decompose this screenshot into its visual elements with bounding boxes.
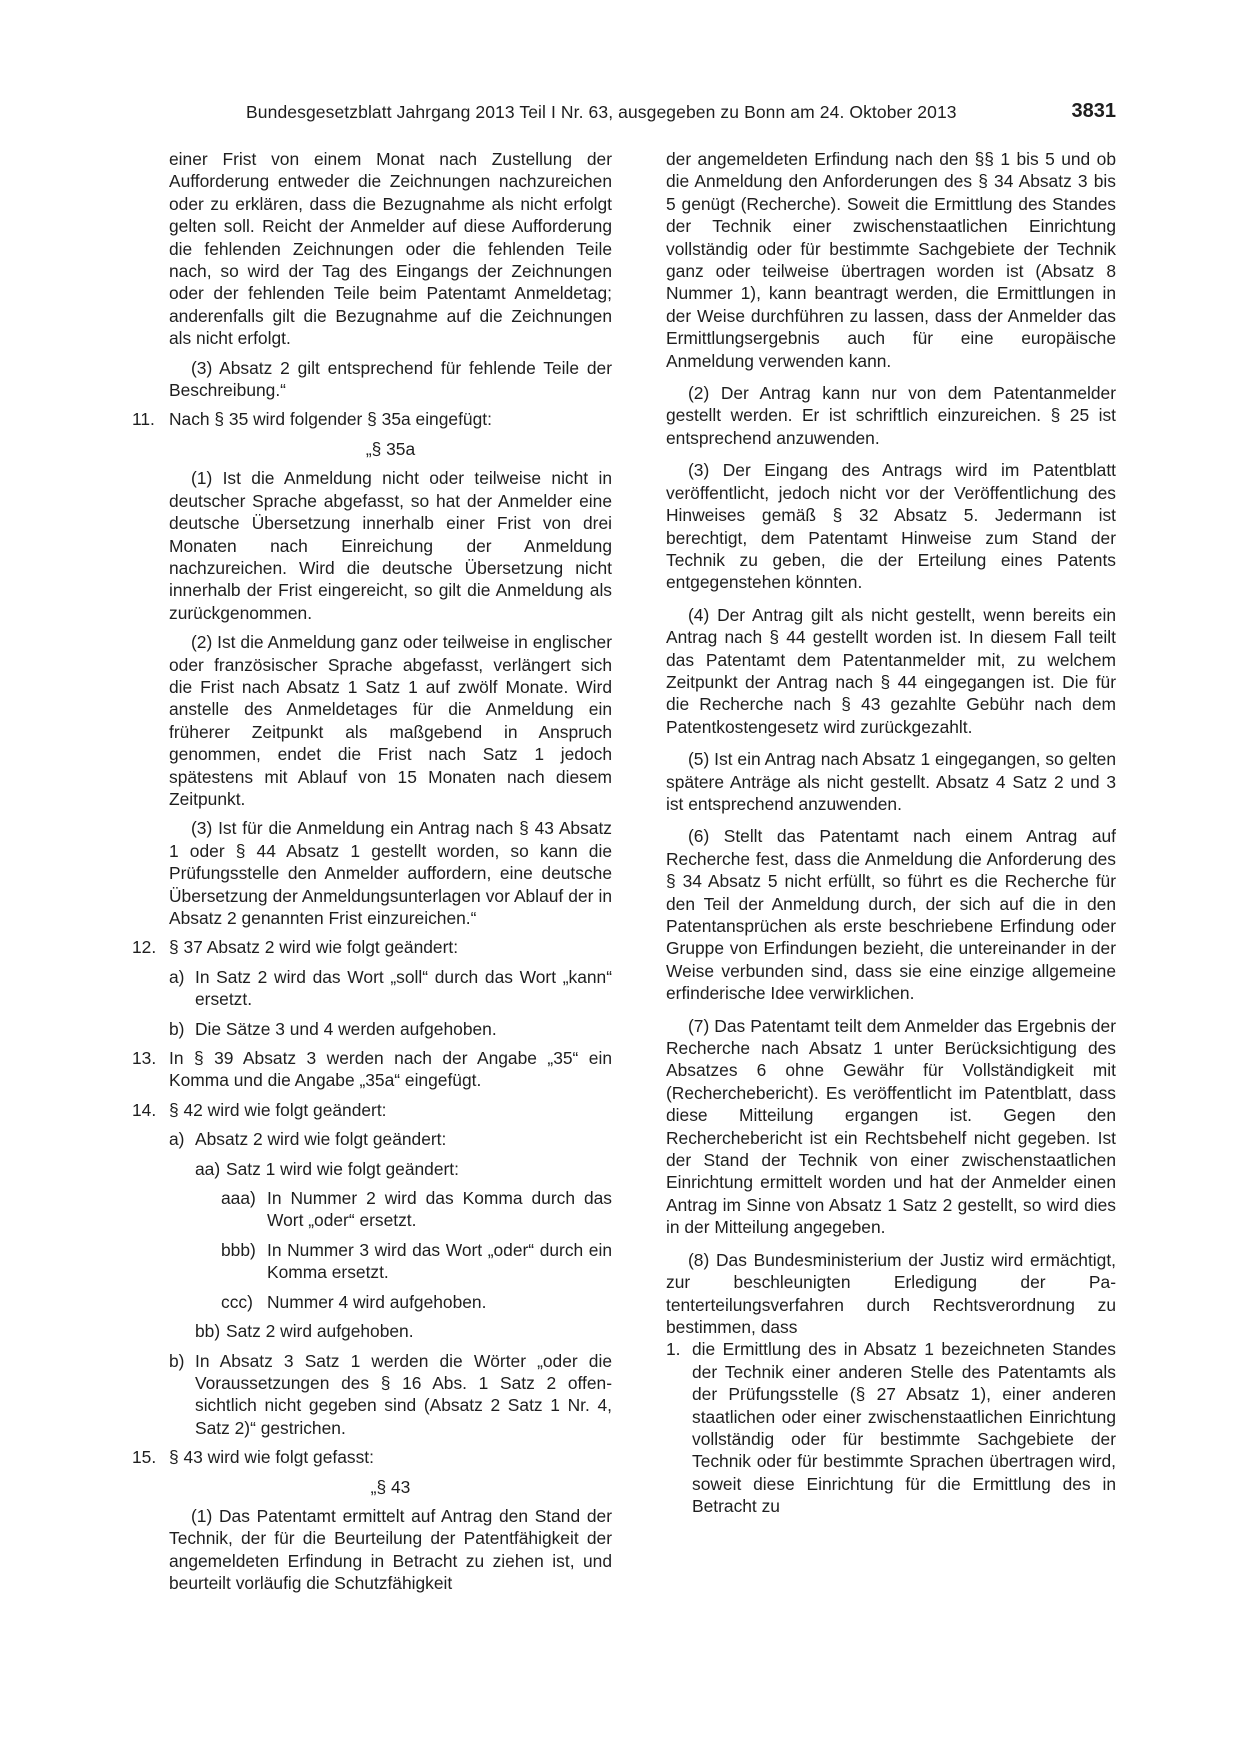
paragraph: (1) Ist die Anmeldung nicht oder teilweise nicht in deutscher Sprache abgefasst, so hat der Anmelder eine deutsche Übersetzung innerhalb einer Frist von drei Monaten nach Einreichung der Anmeldung nachzureichen. Wird die deutsche Übersetzung nicht innerhalb der Frist eingereicht, so gilt die Anmeldung als zurückgenommen.: [169, 468, 612, 623]
paragraph: (8) Das Bundesministerium der Justiz wird ermächtigt, zur beschleunigten Erledigung der Patenterteilungsverfahren durch Rechtsverordnung zu bestimmen, dass: [666, 1249, 1116, 1337]
list-item-14bbb: [132, 1239, 612, 1284]
section-title: „§ 35a: [365, 438, 416, 459]
item-text: In § 39 Absatz 3 werden nach der Angabe „35“ ein Komma und die Angabe „35a“ eingefügt.: [169, 1048, 612, 1091]
paragraph: (1) Das Patentamt ermittelt auf Antrag den Stand der Technik, der für die Beurteilung der Patentfähigkeit der angemeldeten Erfindung in Betracht zu ziehen ist, und beurteilt vorläufig die Schutzfähigkeit: [169, 1505, 612, 1594]
item-number: b): [169, 1350, 185, 1371]
paragraph: der angemeldeten Erfindung nach den §§ 1 bis 5 und ob die Anmeldung den Anforderungen des § 34 Absatz 3 bis 5 genügt (Recherche). Soweit die Ermittlung des Standes der Technik einer zwischenstaatlichen Einrichtung vollständig oder für bestimmte Sachgebiete der Technik ganz oder teilweise übertragen worden ist (Absatz 8 Nummer 1), kann beantragt werden, die Ermittlungen in der Weise durchführen zu lassen, dass der Anmelder das Ermittlungsergebnis auch für eine europäische Anmeldung verwenden kann.: [666, 149, 1116, 371]
item-text: Absatz 2 wird wie folgt geändert:: [195, 1129, 447, 1150]
paragraph: (5) Ist ein Antrag nach Absatz 1 eingegangen, so gelten spätere Anträge als nicht gestellt. Absatz 4 Satz 2 und 3 ist entsprechend anzuwenden.: [666, 749, 1116, 814]
item-text: In Absatz 3 Satz 1 werden die Wörter „oder die Voraussetzungen des § 16 Abs. 1 Satz 2 offensichtlich nicht gegeben sind (Absatz 2 Satz 1 Nr. 4, Satz 2)“ gestrichen.: [195, 1350, 612, 1438]
list-item-1: [666, 1338, 1116, 1517]
right-column: [666, 148, 1116, 1518]
item-number: bbb): [221, 1239, 256, 1260]
paragraph: (2) Ist die Anmeldung ganz oder teilweise in englischer oder französischer Sprache abgefasst, verlängert sich die Frist nach Absatz 1 Satz 1 auf zwölf Monate. Wird anstelle des Anmeldetages für die Anmeldung ein früherer Zeitpunkt als maßgebend in Anspruch genommen, endet die Frist nach Satz 1 jedoch spätestens mit Ablauf von 15 Monaten nach diesem Zeitpunkt.: [169, 632, 612, 809]
item-number: 12.: [132, 937, 157, 958]
list-item-14b: [132, 1350, 612, 1440]
item-text: Nummer 4 wird aufgehoben.: [267, 1291, 487, 1312]
item-text: Nach § 35 wird folgender § 35a eingefügt:: [169, 409, 492, 430]
item-number: a): [169, 1129, 185, 1150]
item-text: § 42 wird wie folgt geändert:: [169, 1099, 387, 1120]
item-text: In Satz 2 wird das Wort „soll“ durch das Wort „kann“ ersetzt.: [195, 966, 612, 1010]
page-number: 3831: [1071, 100, 1116, 122]
item-text: Satz 1 wird wie folgt geändert:: [226, 1158, 459, 1179]
section-title: „§ 43: [370, 1476, 411, 1497]
list-item-14ccc: [132, 1291, 612, 1313]
item-number: 14.: [132, 1099, 157, 1120]
item-text: Die Sätze 3 und 4 werden aufgehoben.: [195, 1018, 497, 1039]
item-number: 11.: [132, 409, 155, 430]
page-header: [246, 100, 1116, 130]
paragraph: einer Frist von einem Monat nach Zustellung der Aufforderung entweder die Zeichnungen nachzureichen oder zu erklären, dass die Bezugnahme als nicht erfolgt gelten soll. Reicht der Anmelder auf diese Aufforderung die fehlenden Zeichnungen oder die fehlenden Teile nach, so wird der Tag des Eingangs der Zeichnungen oder der fehlenden Teile beim Patentamt Anmeldetag; anderenfalls gilt die Bezugnahme auf die Zeichnungen als nicht erfolgt.: [169, 149, 612, 349]
item-number: ccc): [221, 1291, 253, 1312]
item-number: a): [169, 966, 185, 987]
publication-line: Bundesgesetzblatt Jahrgang 2013 Teil I Nr. 63, ausgegeben zu Bonn am 24. Oktober 2013: [246, 102, 957, 122]
item-number: 15.: [132, 1447, 157, 1468]
list-item-12b: [132, 1018, 612, 1040]
list-item-14: [132, 1099, 612, 1121]
paragraph: (3) Der Eingang des Antrags wird im Patentblatt veröffentlicht, jedoch nicht vor der Veröffentlichung des Hinweises gemäß § 32 Absatz 5. Jedermann ist berechtigt, dem Patentamt Hinweise zum Stand der Technik zu geben, die der Erteilung eines Patents entgegenstehen könnten.: [666, 460, 1116, 593]
paragraph: (6) Stellt das Patentamt nach einem Antrag auf Recherche fest, dass die Anmeldung die Anforderung des § 34 Absatz 5 nicht erfüllt, so führt es die Recherche für den Teil der Anmeldung durch, der sich auf die in den Patentansprüchen als erste beschriebene Erfindung oder Gruppe von Erfindungen bezieht, die untereinander in der Weise verbunden sind, dass sie eine einzige allgemeine erfinderische Idee verwirklichen.: [666, 826, 1116, 1004]
item-text: In Nummer 2 wird das Komma durch das Wort „oder“ ersetzt.: [267, 1188, 612, 1231]
list-item-11: [132, 408, 612, 430]
list-item-14aa: [132, 1158, 612, 1180]
list-item-14a: [132, 1128, 612, 1150]
item-number: bb): [195, 1321, 221, 1342]
item-text: § 43 wird wie folgt gefasst:: [169, 1447, 374, 1468]
list-item-13: [132, 1047, 612, 1092]
paragraph: (7) Das Patentamt teilt dem Anmelder das Ergebnis der Recherche nach Absatz 1 unter Berücksichtigung des Absatzes 6 ohne Gewähr für Vollständigkeit mit (Recherchebericht). Es veröffentlicht im Patentblatt, dass diese Mitteilung ergangen ist. Gegen den Recherchebericht ist ein Rechtsbehelf nicht gegeben. Ist der Stand der Technik von einer zwischenstaatlichen Einrichtung ermittelt worden und hat der Anmelder einen Antrag im Sinne von Absatz 1 Satz 2 gestellt, so wird dies in der Mitteilung angegeben.: [666, 1015, 1116, 1238]
item-text: Satz 2 wird aufgehoben.: [226, 1321, 414, 1342]
paragraph: (3) Ist für die Anmeldung ein Antrag nach § 43 Absatz 1 oder § 44 Absatz 1 gestellt worden, so kann die Prüfungsstelle den Anmelder auffordern, eine deutsche Übersetzung der Anmeldungsunterlagen vor Ablauf der in Absatz 2 genannten Frist einzureichen.“: [169, 818, 612, 928]
item-text: § 37 Absatz 2 wird wie folgt geändert:: [169, 937, 459, 958]
list-item-14bb: [132, 1320, 612, 1342]
item-text: In Nummer 3 wird das Wort „oder“ durch ein Komma ersetzt.: [267, 1239, 612, 1283]
left-column: [132, 148, 612, 1595]
paragraph: (2) Der Antrag kann nur von dem Patentanmelder gestellt werden. Er ist schriftlich einzureichen. § 25 ist entsprechend anzuwenden.: [666, 383, 1116, 448]
item-number: 1.: [666, 1339, 681, 1360]
item-text: die Ermittlung des in Absatz 1 bezeichneten Standes der Technik einer anderen Stelle des Patentamts als der Prüfungsstelle (§ 27 Absatz 1), einer anderen staatlichen oder einer zwischenstaatlichen Einrichtung vollständig oder für bestimmte Sachgebiete der Technik oder für bestimmte Sprachen übertragen wird, soweit diese Einrichtung für die Ermittlung des in Betracht zu: [692, 1339, 1116, 1517]
list-item-15: [132, 1446, 612, 1468]
list-item-12: [132, 936, 612, 958]
list-item-14aaa: [132, 1187, 612, 1232]
item-number: b): [169, 1018, 185, 1039]
list-item-12a: [132, 966, 612, 1011]
paragraph: (4) Der Antrag gilt als nicht gestellt, wenn bereits ein Antrag nach § 44 gestellt worden ist. In diesem Fall teilt das Patentamt dem Patentanmelder mit, zu welchem Zeitpunkt der Antrag nach § 44 eingegangen ist. Die für die Recherche nach § 43 gezahlte Gebühr nach dem Patentkostengesetz wird zurückgezahlt.: [666, 604, 1116, 737]
item-number: aaa): [221, 1188, 256, 1209]
paragraph: (3) Absatz 2 gilt entsprechend für fehlende Teile der Beschreibung.“: [169, 357, 612, 401]
item-number: aa): [195, 1158, 221, 1179]
item-number: 13.: [132, 1048, 157, 1069]
